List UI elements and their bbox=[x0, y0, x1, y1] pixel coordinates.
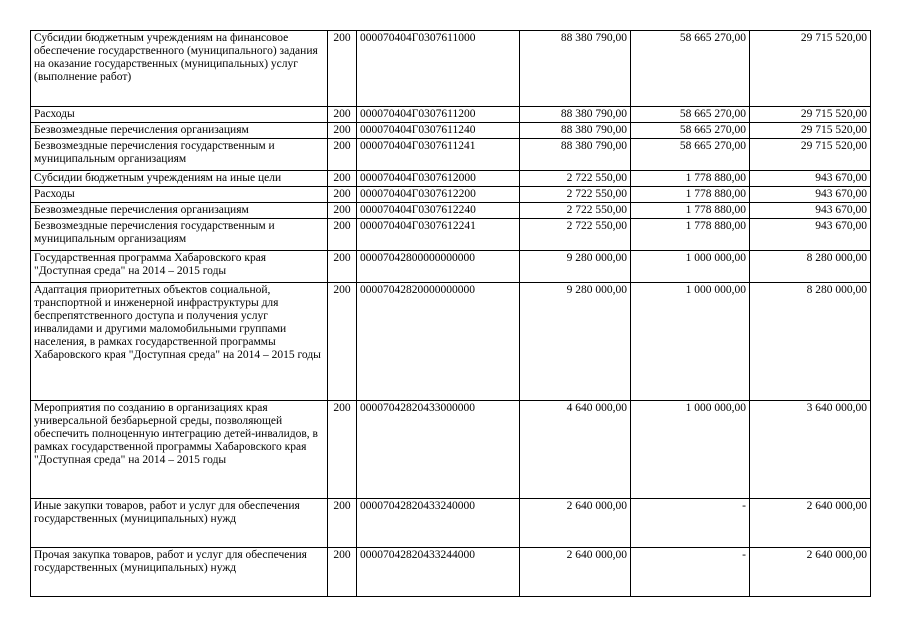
row-name-cell: Субсидии бюджетным учреждениям на иные цели bbox=[31, 171, 328, 187]
table-row bbox=[31, 219, 871, 251]
row-value2-cell: 58 665 270,00 bbox=[631, 107, 750, 123]
row-name-cell: Государственная программа Хабаровского края "Доступная среда" на 2014 – 2015 годы bbox=[31, 251, 328, 283]
row-value1-cell: 2 722 550,00 bbox=[520, 171, 631, 187]
row-code-cell: 00007042820433240000 bbox=[357, 499, 520, 548]
row-code-cell: 00007042820000000000 bbox=[357, 283, 520, 401]
row-value2-cell: 1 778 880,00 bbox=[631, 171, 750, 187]
row-name-cell: Расходы bbox=[31, 107, 328, 123]
row-value1-cell: 88 380 790,00 bbox=[520, 139, 631, 171]
row-grbs-cell: 200 bbox=[328, 499, 357, 548]
row-value2-cell: 1 000 000,00 bbox=[631, 401, 750, 499]
row-code-cell: 000070404Г0307612240 bbox=[357, 203, 520, 219]
row-value1-cell: 88 380 790,00 bbox=[520, 123, 631, 139]
row-grbs-cell: 200 bbox=[328, 31, 357, 107]
row-value2-cell: 58 665 270,00 bbox=[631, 139, 750, 171]
row-name-cell: Безвозмездные перечисления государственным и муниципальным организациям bbox=[31, 139, 328, 171]
row-name-cell: Мероприятия по созданию в организациях края универсальной безбарьерной среды, позволяющей обеспечить полноценную интеграцию детей-инвалидов, в рамках государственной программы Хабаровского края "Доступная среда" на 2014 – 2015 годы bbox=[31, 401, 328, 499]
row-value1-cell: 2 640 000,00 bbox=[520, 548, 631, 597]
row-code-cell: 000070404Г0307611000 bbox=[357, 31, 520, 107]
row-value1-cell: 9 280 000,00 bbox=[520, 251, 631, 283]
row-name-cell: Безвозмездные перечисления государственным и муниципальным организациям bbox=[31, 219, 328, 251]
row-value3-cell: 943 670,00 bbox=[750, 203, 871, 219]
row-value2-cell: - bbox=[631, 548, 750, 597]
row-name-cell: Расходы bbox=[31, 187, 328, 203]
row-value1-cell: 88 380 790,00 bbox=[520, 31, 631, 107]
row-grbs-cell: 200 bbox=[328, 107, 357, 123]
row-name-cell: Иные закупки товаров, работ и услуг для обеспечения государственных (муниципальных) нужд bbox=[31, 499, 328, 548]
row-value2-cell: 58 665 270,00 bbox=[631, 123, 750, 139]
row-grbs-cell: 200 bbox=[328, 171, 357, 187]
row-code-cell: 000070404Г0307611240 bbox=[357, 123, 520, 139]
row-value2-cell: 1 000 000,00 bbox=[631, 251, 750, 283]
row-value3-cell: 2 640 000,00 bbox=[750, 548, 871, 597]
row-name-cell: Адаптация приоритетных объектов социальной, транспортной и инженерной инфраструктуры для беспрепятственного доступа и получения услуг инвалидами и другими маломобильными группами населения, в рамках государственной программы Хабаровского края "Доступная среда" на 2014 – 2015 годы bbox=[31, 283, 328, 401]
row-code-cell: 000070404Г0307612200 bbox=[357, 187, 520, 203]
row-value3-cell: 29 715 520,00 bbox=[750, 107, 871, 123]
table-row bbox=[31, 171, 871, 187]
row-code-cell: 000070404Г0307611241 bbox=[357, 139, 520, 171]
row-value3-cell: 943 670,00 bbox=[750, 187, 871, 203]
row-name-cell: Прочая закупка товаров, работ и услуг для обеспечения государственных (муниципальных) нужд bbox=[31, 548, 328, 597]
row-grbs-cell: 200 bbox=[328, 203, 357, 219]
table-row bbox=[31, 548, 871, 597]
row-value1-cell: 4 640 000,00 bbox=[520, 401, 631, 499]
row-code-cell: 00007042800000000000 bbox=[357, 251, 520, 283]
row-value1-cell: 2 722 550,00 bbox=[520, 219, 631, 251]
row-value2-cell: 1 778 880,00 bbox=[631, 219, 750, 251]
table-row bbox=[31, 401, 871, 499]
row-value3-cell: 3 640 000,00 bbox=[750, 401, 871, 499]
row-value2-cell: 1 778 880,00 bbox=[631, 187, 750, 203]
row-value2-cell: 1 000 000,00 bbox=[631, 283, 750, 401]
row-name-cell: Безвозмездные перечисления организациям bbox=[31, 123, 328, 139]
row-value3-cell: 8 280 000,00 bbox=[750, 283, 871, 401]
row-grbs-cell: 200 bbox=[328, 401, 357, 499]
table-row bbox=[31, 31, 871, 107]
row-grbs-cell: 200 bbox=[328, 187, 357, 203]
row-value3-cell: 29 715 520,00 bbox=[750, 123, 871, 139]
table-row bbox=[31, 187, 871, 203]
row-value3-cell: 29 715 520,00 bbox=[750, 139, 871, 171]
row-value3-cell: 8 280 000,00 bbox=[750, 251, 871, 283]
row-code-cell: 00007042820433244000 bbox=[357, 548, 520, 597]
row-value1-cell: 9 280 000,00 bbox=[520, 283, 631, 401]
row-name-cell: Безвозмездные перечисления организациям bbox=[31, 203, 328, 219]
table-row bbox=[31, 203, 871, 219]
row-value3-cell: 29 715 520,00 bbox=[750, 31, 871, 107]
row-grbs-cell: 200 bbox=[328, 251, 357, 283]
budget-table bbox=[30, 30, 871, 597]
row-value1-cell: 2 722 550,00 bbox=[520, 187, 631, 203]
table-row bbox=[31, 499, 871, 548]
row-code-cell: 000070404Г0307611200 bbox=[357, 107, 520, 123]
table-row bbox=[31, 139, 871, 171]
table-row bbox=[31, 123, 871, 139]
row-value1-cell: 88 380 790,00 bbox=[520, 107, 631, 123]
row-value2-cell: - bbox=[631, 499, 750, 548]
table-row bbox=[31, 107, 871, 123]
row-value2-cell: 1 778 880,00 bbox=[631, 203, 750, 219]
row-grbs-cell: 200 bbox=[328, 219, 357, 251]
row-value1-cell: 2 722 550,00 bbox=[520, 203, 631, 219]
row-value3-cell: 2 640 000,00 bbox=[750, 499, 871, 548]
row-grbs-cell: 200 bbox=[328, 139, 357, 171]
table-row bbox=[31, 283, 871, 401]
row-grbs-cell: 200 bbox=[328, 548, 357, 597]
row-grbs-cell: 200 bbox=[328, 283, 357, 401]
row-grbs-cell: 200 bbox=[328, 123, 357, 139]
table-row bbox=[31, 251, 871, 283]
row-code-cell: 000070404Г0307612000 bbox=[357, 171, 520, 187]
row-name-cell: Субсидии бюджетным учреждениям на финансовое обеспечение государственного (муниципального) задания на оказание государственных (муниципальных) услуг (выполнение работ) bbox=[31, 31, 328, 107]
row-code-cell: 000070404Г0307612241 bbox=[357, 219, 520, 251]
row-value2-cell: 58 665 270,00 bbox=[631, 31, 750, 107]
row-code-cell: 00007042820433000000 bbox=[357, 401, 520, 499]
row-value3-cell: 943 670,00 bbox=[750, 171, 871, 187]
row-value3-cell: 943 670,00 bbox=[750, 219, 871, 251]
row-value1-cell: 2 640 000,00 bbox=[520, 499, 631, 548]
